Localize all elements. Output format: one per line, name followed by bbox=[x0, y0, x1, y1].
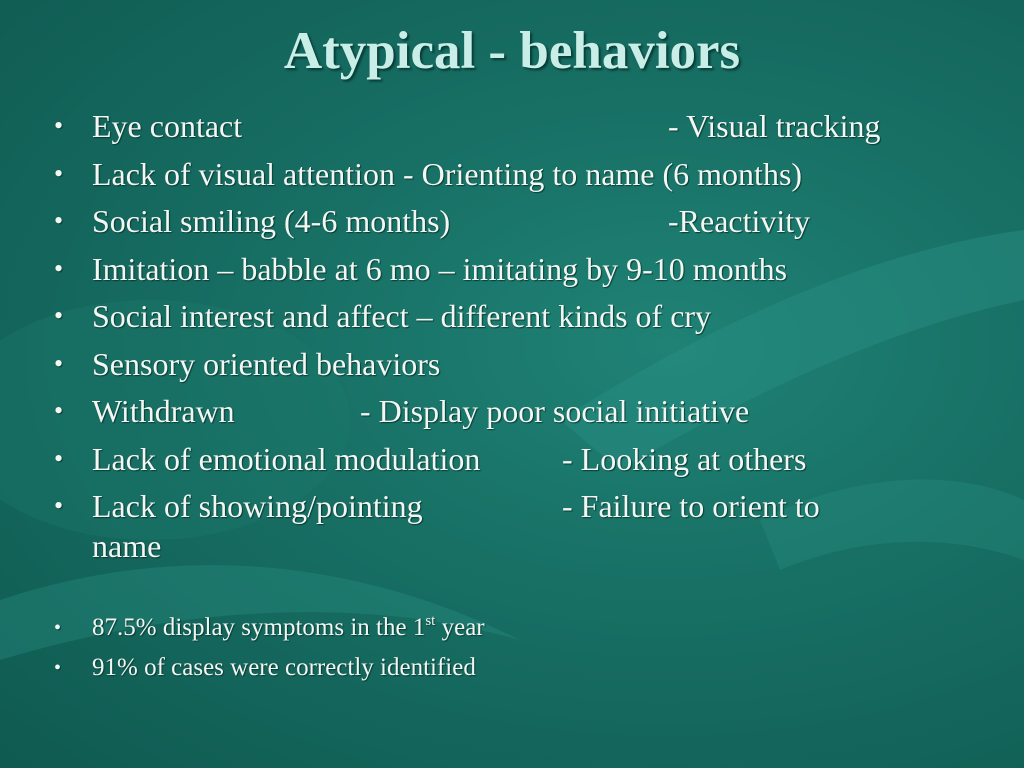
bullet-dot: • bbox=[54, 657, 62, 679]
bullet-text: Sensory oriented behaviors bbox=[92, 345, 441, 382]
bullet-eye-contact bbox=[54, 106, 974, 146]
bullet-right-text: - Failure to orient to bbox=[562, 488, 820, 524]
stat-identified bbox=[54, 652, 974, 684]
bullet-imitation bbox=[54, 249, 974, 289]
slide-title: Atypical - behaviors bbox=[283, 22, 741, 80]
bullet-left-text: Eye contact bbox=[92, 108, 243, 144]
bullet-dot: • bbox=[54, 111, 64, 140]
bullet-dot: • bbox=[54, 206, 64, 235]
bullet-dot: • bbox=[54, 158, 64, 188]
bullet-right-text: - Looking at others bbox=[562, 440, 807, 477]
bullet-social-interest bbox=[54, 296, 974, 336]
bullet-right-text: - Display poor social initiative bbox=[360, 393, 750, 429]
bullet-dot: • bbox=[54, 396, 64, 425]
bullet-right-text: -Reactivity bbox=[668, 203, 811, 239]
bullet-left-text: Withdrawn bbox=[92, 393, 235, 429]
bullet-right-text: - Visual tracking bbox=[668, 108, 881, 144]
stat-text-pre: 87.5% display symptoms in the 1 bbox=[92, 614, 426, 641]
bullet-dot: • bbox=[54, 253, 64, 283]
bullet-social-smiling bbox=[54, 201, 974, 241]
bullet-dot: • bbox=[54, 491, 64, 520]
bullet-left-text: Lack of showing/pointing bbox=[92, 488, 423, 524]
bullet-dot: • bbox=[54, 443, 64, 473]
bullet-left-text: Lack of emotional modulation bbox=[92, 440, 481, 477]
stat-text-post: year bbox=[435, 614, 485, 641]
bullet-left-text: Social smiling (4-6 months) bbox=[92, 203, 451, 239]
bullet-dot: • bbox=[54, 617, 62, 639]
stat-superscript: st bbox=[425, 613, 436, 629]
bullet-showing-pointing bbox=[54, 486, 974, 566]
stat-text: 91% of cases were correctly identified bbox=[92, 654, 476, 681]
main-bullet-list bbox=[54, 106, 974, 574]
bullet-visual-attention bbox=[54, 154, 974, 194]
bullet-text: Lack of visual attention - Orienting to name (6 months) bbox=[92, 155, 803, 192]
bullet-text: Social interest and affect – different kinds of cry bbox=[92, 298, 712, 334]
bullet-continuation-text: name bbox=[92, 528, 162, 564]
bullet-text: Imitation – babble at 6 mo – imitating by 9-10 months bbox=[92, 250, 788, 287]
stat-first-year bbox=[54, 612, 974, 644]
bullet-sensory bbox=[54, 344, 974, 384]
stats-bullet-list bbox=[54, 612, 974, 692]
bullet-emotional-modulation bbox=[54, 439, 974, 479]
bullet-withdrawn bbox=[54, 391, 974, 431]
bullet-dot: • bbox=[54, 301, 64, 330]
bullet-dot: • bbox=[54, 348, 64, 378]
